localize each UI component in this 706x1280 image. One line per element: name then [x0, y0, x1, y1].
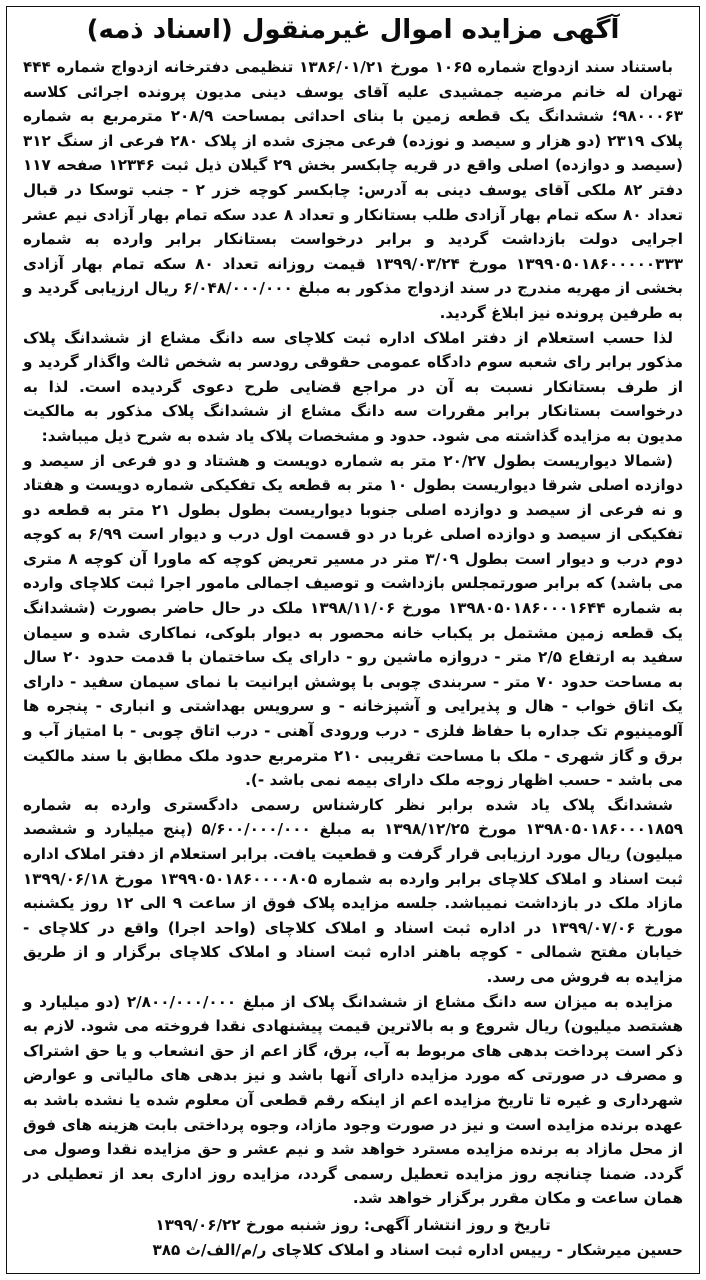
auction-notice	[6, 6, 700, 1274]
paragraph-boundaries-description: (شمالا دیواریست بطول ۲۰/۲۷ متر به شماره دویست و هشتاد و دو فرعی از سیصد و دوازده اصلی شرقا دیواریست بطول ۱۰ متر به قطعه یک تفکیکی شماره دویست و هفتاد و نه فرعی از سیصد و دوازده اصلی جنوبا دیواریست بطول بطول ۲۱ متر به قطعه دو تفکیکی از سیصد و دوازده اصلی غربا در دو قسمت اول درب و دیوار است ۶/۹۹ به کوچه دوم درب و دیوار است بطول ۳/۰۹ متر در مسیر تعریض کوچه که ماورا آن کوچه ۸ متری می باشد) که برابر صورتمجلس بازداشت و توصیف اجمالی مامور اجرا ثبت کلاچای وارده به شماره ۱۳۹۸۰۵۰۱۸۶۰۰۰۱۶۴۴ مورخ ۱۳۹۸/۱۱/۰۶ ملک در حال حاضر بصورت (ششدانگ یک قطعه زمین مشتمل بر یکباب خانه محصور به دیوار بلوکی، نماکاری شده و سیمان سفید به ارتفاع ۲/۵ متر - دروازه ماشین رو - دارای یک ساختمان با قدمت حدود ۲۰ سال به مساحت حدود ۷۰ متر - سربندی چوبی با پوشش ایرانیت با نمای سیمان سفید - دارای یک اتاق خواب - هال و پذیرایی و آشپزخانه - و سرویس بهداشتی و انباری - پنجره ها آلومینیوم تک جداره با حفاظ فلزی - درب ورودی آهنی - درب اتاق چوبی - با امتیاز آب و برق و گاز شهری - ملک با مساحت تقریبی ۲۱۰ مترمربع حدود ملک مطابق با سند مالکیت می باشد - حسب اظهار زوجه ملک دارای بیمه نمی باشد -).	[23, 451, 684, 790]
signature-line: حسین میرشکار - رییس اداره ثبت اسناد و املاک کلاچای ر/م/الف/ث ۳۸۵	[152, 1240, 683, 1259]
paragraph-auction-terms: مزایده به میزان سه دانگ مشاع از ششدانگ پلاک از مبلغ ۲/۸۰۰/۰۰۰/۰۰۰ (دو میلیارد و هشتصد میلیون) ریال شروع و به بالاترین قیمت پیشنهادی نقدا فروخته می شود. لازم به ذکر است پرداخت بدهی های مربوط به آب، برق، گاز اعم از حق انشعاب و یا حق اشتراک و مصرف در صورتی که مورد مزایده دارای آنها باشد و نیز بدهی های مالیاتی و عوارض شهرداری و غیره تا تاریخ مزایده اعم از اینکه رقم قطعی آن معلوم شده یا نشده باشد به عهده برنده مزایده است و نیز در صورت وجود مازاد، وجوه پرداختی بابت هزینه های فوق از محل مازاد به برنده مزایده مسترد خواهد شد و نیم عشر و حق مزایده نقدا وصول می گردد. ضمنا چنانچه روز مزایده تعطیل رسمی گردد، مزایده روز اداری بعد از تعطیلی در همان ساعت و مکان مقرر برگزار خواهد شد.	[23, 992, 683, 1208]
publication-date-line: تاریخ و روز انتشار آگهی: روز شنبه مورخ ۱۳۹۹/۰۶/۲۲	[155, 1215, 551, 1234]
paragraph-property-status: لذا حسب استعلام از دفتر املاک اداره ثبت کلاچای سه دانگ مشاع از ششدانگ پلاک مذکور برابر رای شعبه سوم دادگاه عمومی حقوقی رودسر به شخص ثالث واگذار گردید و از طرف بستانکار نسبت به آن در مراجع قضایی طرح دعوی گردیده است. لذا به درخواست بستانکار برابر مقررات سه دانگ مشاع از ششدانگ پلاک مذکور به مالکیت مدیون به مزایده گذاشته می شود. حدود و مشخصات پلاک یاد شده به شرح ذیل میباشد:	[23, 328, 683, 445]
notice-title: آگهی مزایده اموال غیرمنقول (اسناد ذمه)	[86, 15, 620, 45]
paragraph-deed-and-seizure: باستناد سند ازدواج شماره ۱۰۶۵ مورخ ۱۳۸۶/۰۱/۲۱ تنظیمی دفترخانه ازدواج شماره ۴۴۴ تهران له خانم مرضیه جمشیدی علیه آقای یوسف دینی مدیون پرونده اجرائی کلاسه ۹۸۰۰۰۶۳؛ ششدانگ یک قطعه زمین با بنای احداثی بمساحت ۲۰۸/۹ مترمربع به شماره پلاک ۲۳۱۹ (دو هزار و سیصد و نوزده) فرعی مجزی شده از پلاک ۲۸۰ فرعی از سنگ ۳۱۲ (سیصد و دوازده) اصلی واقع در قریه چابکسر بخش ۲۹ گیلان ذیل ثبت ۱۲۳۴۶ صفحه ۱۱۷ دفتر ۸۲ ملکی آقای یوسف دینی به آدرس: چابکسر کوچه خزر ۲ - جنب توسکا در قبال تعداد ۸۰ سکه تمام بهار آزادی طلب بستانکار و تعداد ۸ عدد سکه تمام بهار آزادی نیم عشر اجرایی دولت بازداشت گردید و برابر درخواست بستانکار برابر وارده به شماره ۱۳۹۹۰۵۰۱۸۶۰۰۰۰۰۳۳۳ مورخ ۱۳۹۹/۰۳/۲۴ قیمت روزانه تعداد ۸۰ سکه تمام بهار آزادی بخشی از مهریه مندرج در سند ازدواج مذکور به مبلغ ۶/۰۴۸/۰۰۰/۰۰۰ ریال ارزیابی گردید و به طرفین پرونده نیز ابلاغ گردید.	[23, 58, 684, 322]
paragraph-valuation-and-session: ششدانگ پلاک یاد شده برابر نظر کارشناس رسمی دادگستری وارده به شماره ۱۳۹۸۰۵۰۱۸۶۰۰۰۱۸۵۹ مورخ ۱۳۹۸/۱۲/۲۵ به مبلغ ۵/۶۰۰/۰۰۰/۰۰۰ (پنج میلیارد و ششصد میلیون) ریال مورد ارزیابی قرار گرفت و قطعیت یافت. برابر استعلام از دفتر املاک اداره ثبت اسناد و املاک کلاچای برابر وارده به شماره ۱۳۹۹۰۵۰۱۸۶۰۰۰۰۸۰۵ مورخ ۱۳۹۹/۰۶/۱۸ مازاد ملک در بازداشت نمیباشد. جلسه مزایده پلاک فوق از ساعت ۹ الی ۱۲ روز یکشنبه مورخ ۱۳۹۹/۰۷/۰۶ در اداره ثبت اسناد و املاک کلاچای (واحد اجرا) واقع در کلاچای - خیابان مفتح شمالی - کوچه باهنر اداره ثبت اسناد و املاک کلاچای برگزار و از طریق مزایده به فروش می رسد.	[23, 795, 684, 986]
